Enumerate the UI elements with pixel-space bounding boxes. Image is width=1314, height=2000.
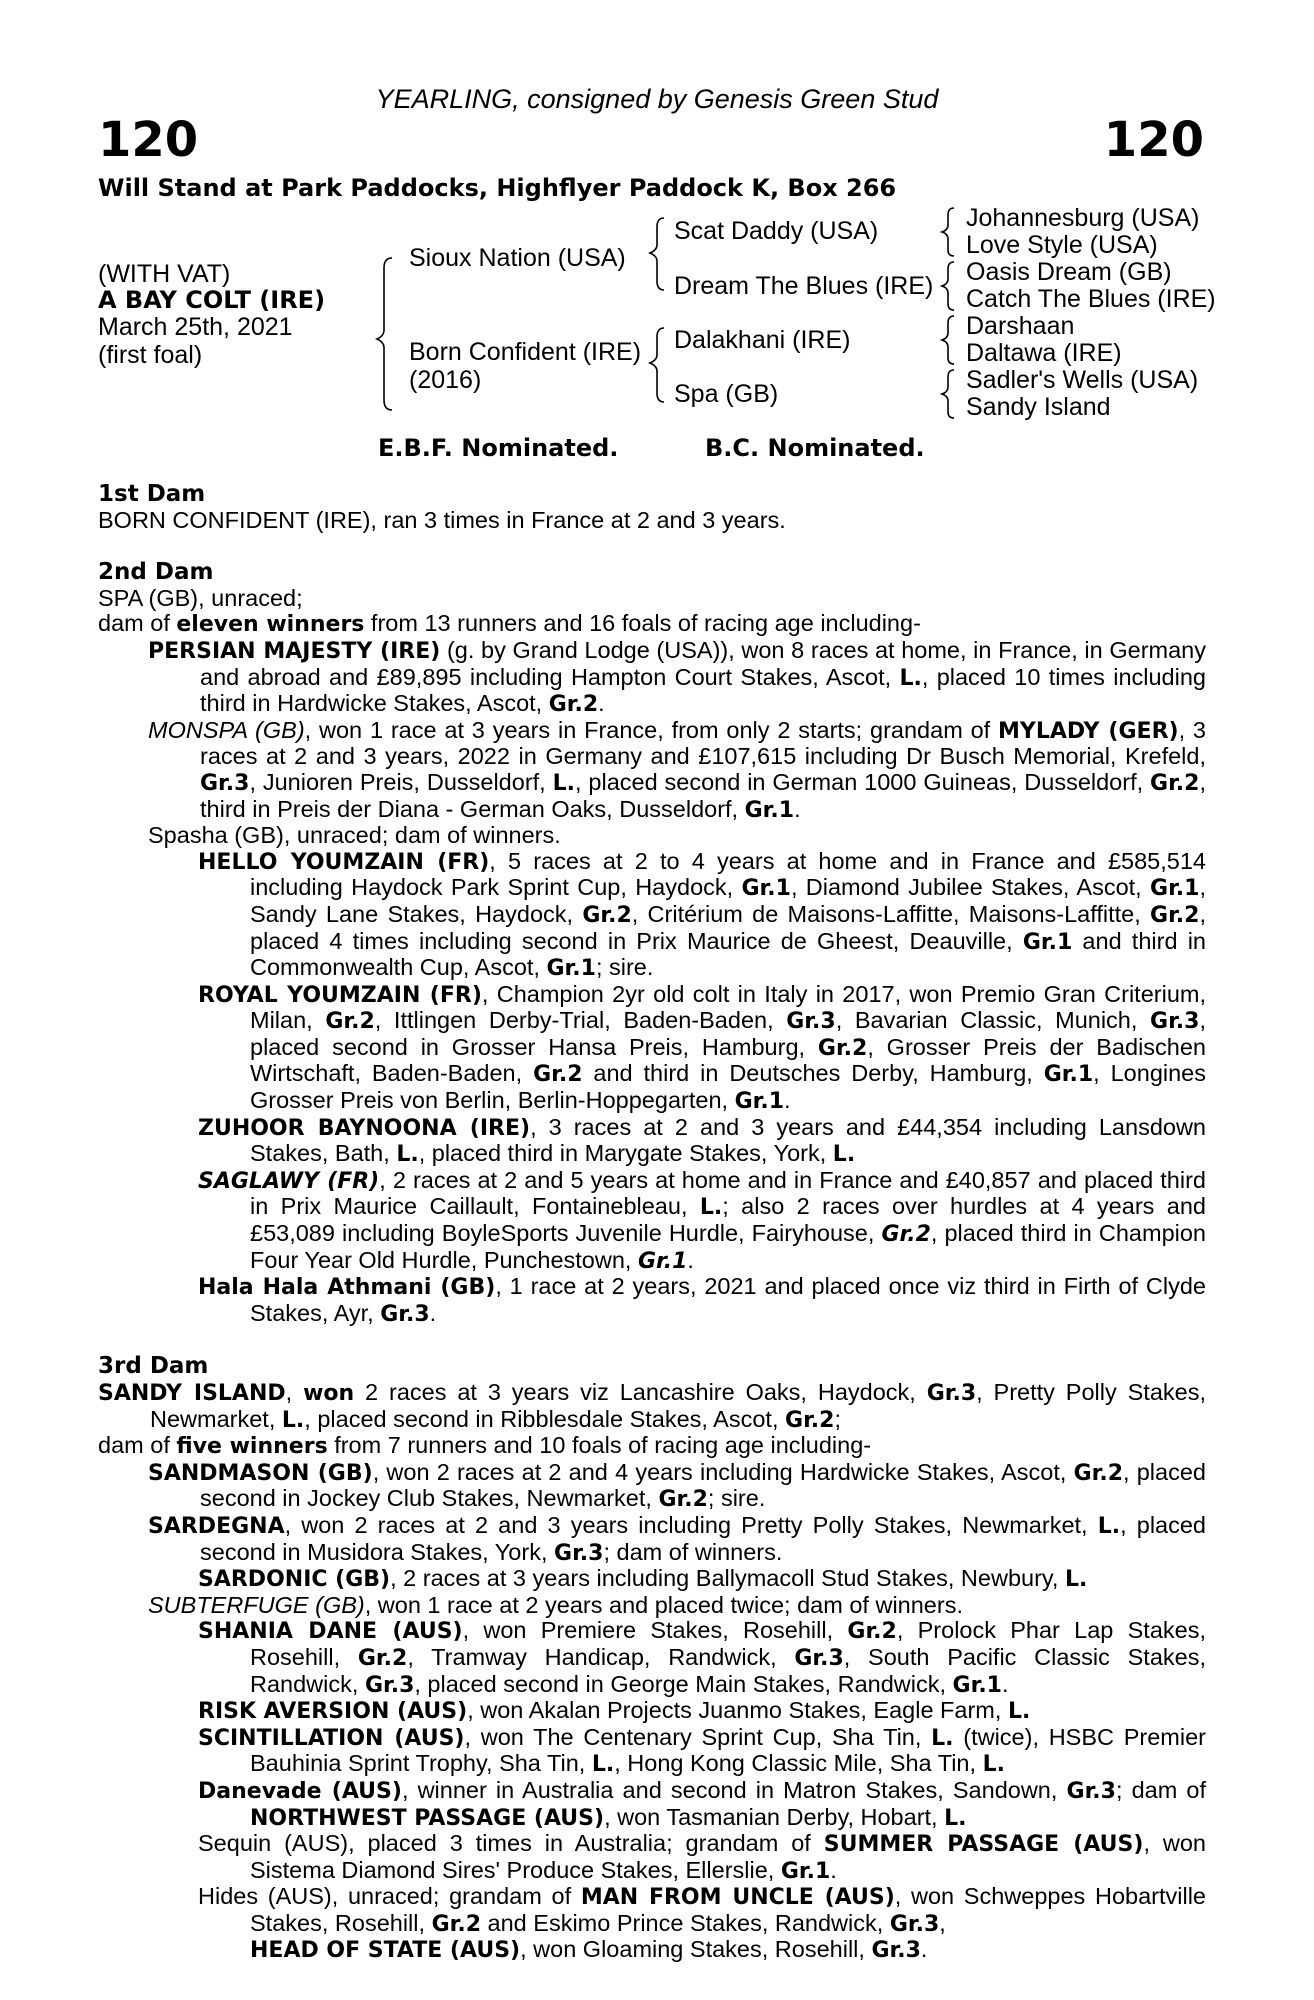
pedigree-sire: Sioux Nation (USA) (409, 244, 626, 272)
entry-danevade: Danevade (AUS), winner in Australia and second in Matron Stakes, Sandown, Gr.3; dam of NORTHWEST PASSAGE (AUS), won Tasmanian Derby, Hobart, L. (198, 1776, 1207, 1831)
entry-sandmason: SANDMASON (GB), won 2 races at 2 and 4 years including Hardwicke Stakes, Ascot, Gr.2, placed second in Jockey Club Stakes, Newmarket, Gr.2; sire. (148, 1458, 1206, 1513)
catalogue-body (98, 482, 1206, 1964)
lot-number-right: 120 (1103, 112, 1204, 168)
lot-number-left: 120 (98, 112, 199, 168)
entry-sardonic: SARDONIC (GB), 2 races at 3 years including Ballymacoll Stud Stakes, Newbury, L. (198, 1565, 1088, 1593)
pedigree-g3-7: Sadler's Wells (USA) (966, 366, 1199, 394)
entry-shania-dane: SHANIA DANE (AUS), won Premiere Stakes, Rosehill, Gr.2, Prolock Phar Lap Stakes, Rosehill, Gr.2, Tramway Handicap, Randwick, Gr.3, South Pacific Classic Stakes, Randwick, Gr.3, placed second in George Main Stakes, Randwick, Gr.1. (198, 1617, 1206, 1698)
entry-saglawy: SAGLAWY (FR), 2 races at 2 and 5 years at home and in France and £40,857 and placed third in Prix Maurice Caillault, Fontainebleau, L.; also 2 races over hurdles at 4 years and £53,089 including BoyleSports Juvenile Hurdle, Fairyhouse, Gr.2, placed third in Champion Four Year Old Hurdle, Punchestown, Gr.1. (198, 1166, 1207, 1274)
ebf-nomination: E.B.F. Nominated. (378, 434, 619, 462)
foal-note: (first foal) (98, 341, 203, 369)
pedigree-dam-year: (2016) (409, 366, 482, 394)
third-dam-intro: SANDY ISLAND, won 2 races at 3 years viz Lancashire Oaks, Haydock, Gr.3, Pretty Polly Stakes, Newmarket, L., placed second in Ribblesdale Stakes, Ascot, Gr.2; (98, 1379, 1206, 1433)
foaling-date: March 25th, 2021 (98, 313, 293, 341)
pedigree-sire-sire: Scat Daddy (USA) (674, 217, 879, 245)
third-dam-heading: 3rd Dam (98, 1353, 209, 1380)
entry-spasha: Spasha (GB), unraced; dam of winners. (148, 822, 561, 849)
entry-persian-majesty: PERSIAN MAJESTY (IRE) (g. by Grand Lodge (USA)), won 8 races at home, in France, in Germany and abroad and £89,895 including Hampton Court Stakes, Ascot, L., placed 10 times including third in Hardwicke Stakes, Ascot, Gr.2. (148, 636, 1206, 718)
entry-subterfuge: SUBTERFUGE (GB), won 1 race at 2 years and placed twice; dam of winners. (148, 1591, 963, 1618)
second-dam-heading: 2nd Dam (98, 559, 214, 586)
second-dam-produce: dam of eleven winners from 13 runners and 16 foals of racing age including- (98, 610, 921, 638)
pedigree-g3-3: Oasis Dream (GB) (966, 258, 1172, 286)
pedigree-g3-6: Daltawa (IRE) (966, 339, 1122, 367)
entry-sequin: Sequin (AUS), placed 3 times in Australia; grandam of SUMMER PASSAGE (AUS), won Sistema Diamond Sires' Produce Stakes, Ellerslie, Gr.1. (198, 1830, 1206, 1884)
consignor-line: YEARLING, consigned by Genesis Green Stud (375, 84, 939, 114)
entry-hello-youmzain: HELLO YOUMZAIN (FR), 5 races at 2 to 4 years at home and in France and £585,514 including Haydock Park Sprint Cup, Haydock, Gr.1, Diamond Jubilee Stakes, Ascot, Gr.1, Sandy Lane Stakes, Haydock, Gr.2, Critérium de Maisons-Laffitte, Maisons-Laffitte, Gr.2, placed 4 times including second in Prix Maurice de Gheest, Deauville, Gr.1 and third in Commonwealth Cup, Ascot, Gr.1; sire. (198, 847, 1206, 982)
pedigree-g3-5: Darshaan (966, 312, 1075, 340)
stand-location: Will Stand at Park Paddocks, Highflyer Paddock K, Box 266 (98, 174, 897, 202)
pedigree-g3-1: Johannesburg (USA) (966, 204, 1200, 232)
bc-nomination: B.C. Nominated. (705, 434, 925, 462)
vat-note: (WITH VAT) (98, 260, 231, 288)
entry-risk-aversion: RISK AVERSION (AUS), won Akalan Projects Juanmo Stakes, Eagle Farm, L. (198, 1697, 1031, 1725)
pedigree-dam-dam: Spa (GB) (674, 380, 779, 408)
horse-name: A BAY COLT (IRE) (98, 286, 326, 314)
pedigree-dam-sire: Dalakhani (IRE) (674, 326, 851, 354)
entry-royal-youmzain: ROYAL YOUMZAIN (FR), Champion 2yr old colt in Italy in 2017, won Premio Gran Criterium, Milan, Gr.2, Ittlingen Derby-Trial, Baden-Baden, Gr.3, Bavarian Classic, Munich, Gr.3, placed second in Grosser Hansa Preis, Hamburg, Gr.2, Grosser Preis der Badischen Wirtschaft, Baden-Baden, Gr.2 and third in Deutsches Derby, Hamburg, Gr.1, Longines Grosser Preis von Berlin, Berlin-Hoppegarten, Gr.1. (198, 980, 1207, 1115)
pedigree-g3-8: Sandy Island (966, 393, 1111, 421)
entry-sardegna: SARDEGNA, won 2 races at 2 and 3 years including Pretty Polly Stakes, Newmarket, L., placed second in Musidora Stakes, York, Gr.3; dam of winners. (148, 1511, 1206, 1566)
second-dam-intro: SPA (GB), unraced; (98, 584, 303, 611)
pedigree-g3-2: Love Style (USA) (966, 231, 1158, 259)
entry-hides: Hides (AUS), unraced; grandam of MAN FROM UNCLE (AUS), won Schweppes Hobartville Stakes, Rosehill, Gr.2 and Eskimo Prince Stakes, Randwick, Gr.3, HEAD OF STATE (AUS), won Gloaming Stakes, Rosehill, Gr.3. (198, 1883, 1206, 1964)
first-dam-heading: 1st Dam (98, 481, 206, 507)
pedigree-g3-4: Catch The Blues (IRE) (966, 285, 1216, 313)
third-dam-produce: dam of five winners from 7 runners and 10 foals of racing age including- (98, 1432, 872, 1460)
first-dam-text: BORN CONFIDENT (IRE), ran 3 times in France at 2 and 3 years. (98, 506, 786, 533)
entry-hala-hala-athmani: Hala Hala Athmani (GB), 1 race at 2 years, 2021 and placed once viz third in Firth of Clyde Stakes, Ayr, Gr.3. (198, 1273, 1206, 1327)
entry-scintillation: SCINTILLATION (AUS), won The Centenary Sprint Cup, Sha Tin, L. (twice), HSBC Premier Bauhinia Sprint Trophy, Sha Tin, L., Hong Kong Classic Mile, Sha Tin, L. (198, 1723, 1206, 1778)
entry-monspa: MONSPA (GB), won 1 race at 3 years in France, from only 2 starts; grandam of MYLADY (GER), 3 races at 2 and 3 years, 2022 in Germany and £107,615 including Dr Busch Memorial, Krefeld, Gr.3, Junioren Preis, Dusseldorf, L., placed second in German 1000 Guineas, Dusseldorf, Gr.2, third in Preis der Diana - German Oaks, Dusseldorf, Gr.1. (148, 716, 1206, 823)
pedigree-dam: Born Confident (IRE) (409, 338, 642, 366)
pedigree-sire-dam: Dream The Blues (IRE) (674, 272, 934, 300)
entry-zuhoor-baynoona: ZUHOOR BAYNOONA (IRE), 3 races at 2 and 3 years and £44,354 including Lansdown Stakes, Bath, L., placed third in Marygate Stakes, York, L. (198, 1113, 1207, 1168)
